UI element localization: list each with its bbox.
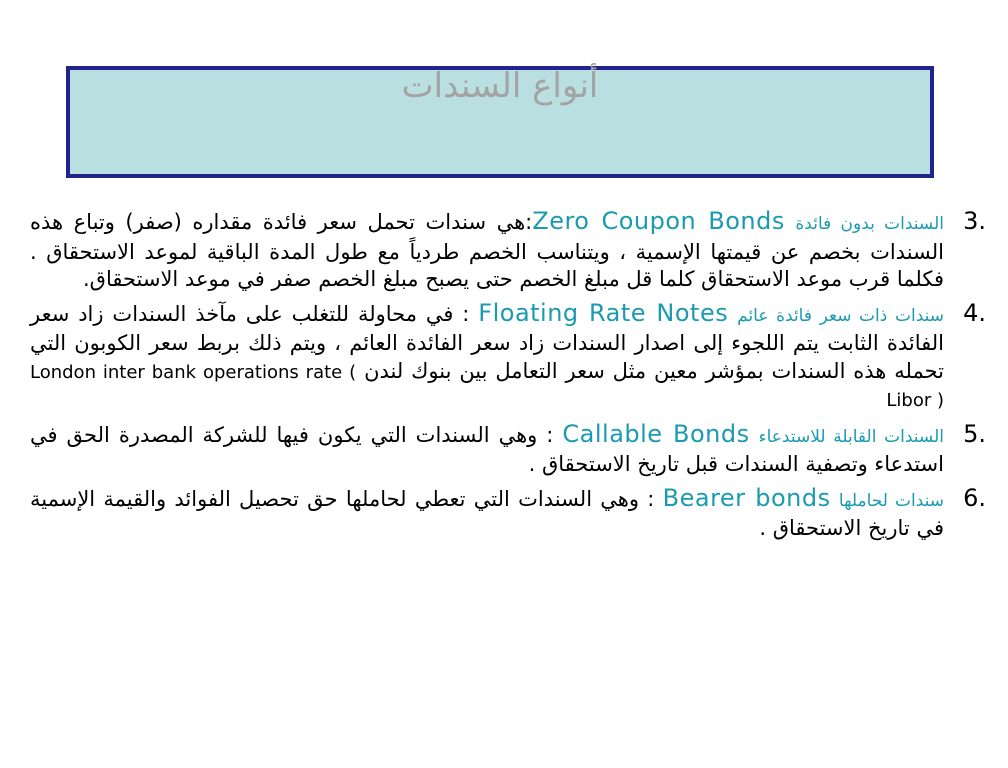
item-body: : وهي السندات التي تعطي لحاملها حق تحصيل الفوائد والقيمة الإسمية في تاريخ الاستحقاق . bbox=[30, 486, 944, 540]
list-item-floating-rate bbox=[30, 300, 986, 415]
item-number: 3. bbox=[963, 207, 986, 235]
item-arabic-label: سندات ذات سعر فائدة عائم bbox=[737, 305, 944, 326]
title-box bbox=[66, 66, 934, 178]
item-arabic-label: سندات لحاملها bbox=[838, 490, 944, 511]
slide-title: أنواع السندات bbox=[401, 66, 599, 106]
libor-note: London inter bank operations rate ( Libor ) bbox=[30, 361, 944, 411]
item-english-label: Callable Bonds bbox=[562, 419, 750, 448]
item-body: : في محاولة للتغلب على مآخذ السندات زاد سعر الفائدة الثابت يتم اللجوء إلى اصدار السندات زاد سعر الفائدة العائم ، ويتم ذلك بربط سعر الكوبون التي تحمله هذه السندات بمؤشر معين مثل سعر التعامل بين بنوك لندن bbox=[30, 301, 945, 383]
item-english-label: Bearer bonds bbox=[662, 483, 831, 512]
item-english-label: Zero Coupon Bonds bbox=[532, 207, 785, 235]
item-number: 4. bbox=[963, 298, 986, 327]
item-arabic-label: السندات القابلة للاستدعاء bbox=[758, 426, 944, 447]
item-body: :هي سندات تحمل سعر فائدة مقداره (صفر) وتباع هذه السندات بخصم عن قيمتها الإسمية ، ويتناسب الخصم طردياً مع طول المدة الباقية لموعد الاستحقاق . فكلما قرب موعد الاستحقاق كلما قل مبلغ الخصم حتى يصبح مبلغ الخصم صفر في موعد الاستحقاق. bbox=[30, 210, 944, 291]
list-item-callable bbox=[30, 421, 986, 479]
item-number: 6. bbox=[963, 483, 986, 512]
item-arabic-label: السندات بدون فائدة bbox=[795, 214, 944, 234]
bond-types-list bbox=[30, 208, 986, 549]
list-item-bearer bbox=[30, 485, 986, 543]
list-item-zero-coupon bbox=[30, 208, 986, 294]
item-english-label: Floating Rate Notes bbox=[478, 298, 729, 327]
item-body: : وهي السندات التي يكون فيها للشركة المصدرة الحق في استدعاء وتصفية السندات قبل تاريخ الاستحقاق . bbox=[30, 422, 944, 476]
item-number: 5. bbox=[963, 419, 986, 448]
